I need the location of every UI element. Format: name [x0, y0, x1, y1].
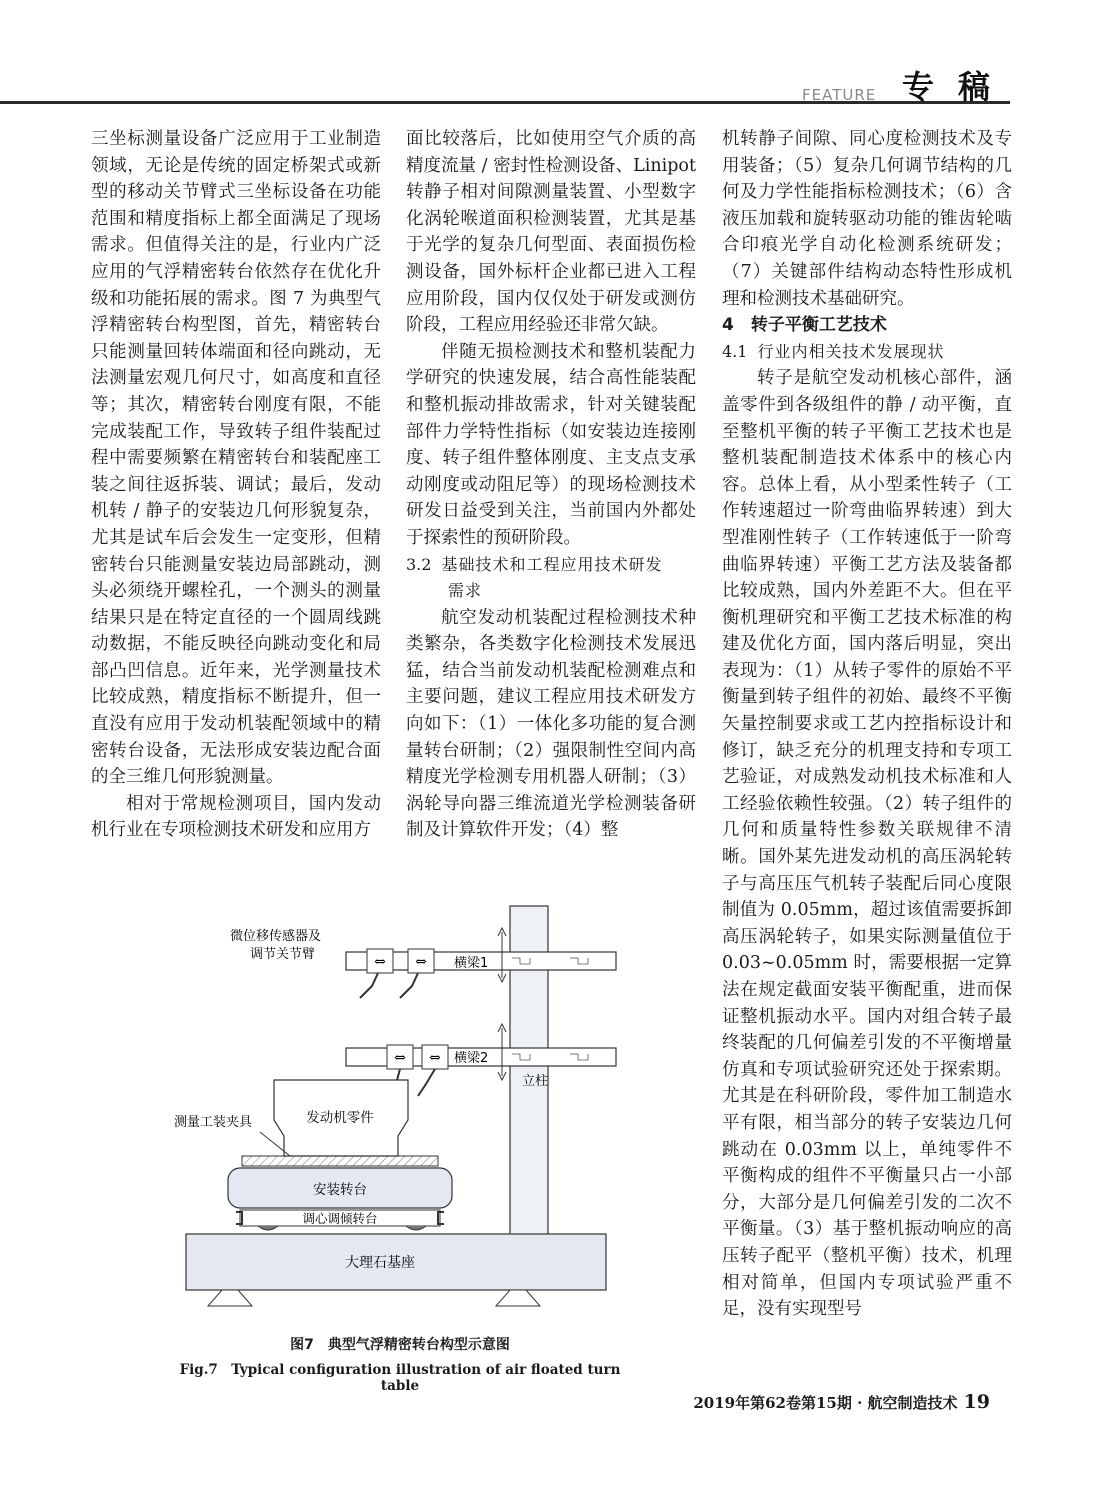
- subsection-heading-3-2: [406, 552, 696, 605]
- paragraph: 面比较落后，比如使用空气介质的高精度流量 / 密封性检测设备、Linipot 转静子相对间隙测量装置、小型数字化涡轮喉道面积检测装置，尤其是基于光学的复杂几何型面、表面损伤检测设备，国外标杆企业都已进入工程应用阶段，国内仅仅处于研发或测仿阶段，工程应用经验还非常欠缺。: [406, 129, 696, 336]
- engine-part-label: 发动机零件: [306, 1110, 374, 1126]
- figure-caption-cn: 图7 典型气浮精密转台构型示意图: [290, 1337, 510, 1353]
- measurement-fixture: [242, 1156, 438, 1166]
- sensor-label-line1: 微位移传感器及: [230, 929, 322, 944]
- section-heading-4: 4 转子平衡工艺技术: [722, 315, 887, 336]
- figure-7-diagram: [160, 900, 640, 1320]
- beam-2-label: 横梁2: [454, 1051, 489, 1066]
- subsection-heading-4-1: [722, 339, 1012, 366]
- subsection-title: 行业内相关技术发展现状: [757, 341, 945, 361]
- subsection-number: 3.2: [406, 554, 432, 574]
- subsection-number: 4.1: [722, 341, 748, 361]
- page-number: 19: [963, 1391, 990, 1413]
- paragraph: 转子是航空发动机核心部件，涵盖零件到各级组件的静 / 动平衡，直至整机平衡的转子平衡工艺技术也是整机装配制造技术体系中的核心内容。总体上看，从小型柔性转子（工作转速超过一阶弯曲临界转速）到大型准刚性转子（工作转速低于一阶弯曲临界转速）平衡工艺方法及装备都比较成熟，国内外差距不大。但在平衡机理研究和平衡工艺技术标准的构建及优化方面，国内落后明显，突出表现为：（1）从转子零件的原始不平衡量到转子组件的初始、最终不平衡矢量控制要求或工艺内控指标设计和修订，缺乏充分的机理支持和专项工艺验证，对成熟发动机技术标准和人工经验依赖性较强。（2）转子组件的几何和质量特性参数关联规律不清晰。国外某先进发动机的高压涡轮转子与高压压气机转子装配后同心度限制值为 0.05mm，超过该值需要拆卸高压涡轮转子，如果实际测量值位于 0.03~0.05mm 时，需要根据一定算法在规定截面安装平衡配重，进而保证整机振动水平。国内对组合转子最终装配的几何偏差引发的不平衡增量仿真和专项试验研究还处于探索期。尤其是在科研阶段，零件加工制造水平有限，相当部分的转子安装边几何跳动在 0.03mm 以上，单纯零件不平衡构成的组件不平衡量只占一小部分，大部分是几何偏差引发的二次不平衡量。（3）基于整机振动响应的高压转子配平（整机平衡）技术，机理相对简单，但国内专项试验严重不足，没有实现型号: [722, 368, 1012, 1320]
- header-title: 专稿: [902, 68, 1015, 106]
- sensor-label-line2: 调节关节臂: [250, 947, 316, 962]
- text-column-1: [91, 126, 381, 844]
- page-footer: [693, 1391, 990, 1413]
- journal-issue: 2019年第62卷第15期 · 航空制造技术: [693, 1394, 958, 1412]
- paragraph: 机转静子间隙、同心度检测技术及专用装备；（5）复杂几何调节结构的几何及力学性能指标检测技术；（6）含液压加载和旋转驱动功能的锥齿轮啮合印痕光学自动化检测系统研发；（7）关键部件结构动态特性形成机理和检测技术基础研究。: [722, 129, 1012, 309]
- text-column-3: [722, 126, 1012, 1323]
- tilt-table-label: 调心调倾转台: [302, 1211, 378, 1226]
- column-label: 立柱: [522, 1074, 549, 1089]
- turntable-label: 安装转台: [313, 1182, 367, 1198]
- marble-base-label: 大理石基座: [345, 1255, 415, 1271]
- figure-caption-en: Fig.7 Typical configuration illustration of air floated turn table: [179, 1362, 621, 1394]
- double-arrow-icon: ⇔: [394, 1050, 406, 1066]
- paragraph: 伴随无损检测技术和整机装配力学研究的快速发展，结合高性能装配和整机振动排故需求，针对关键装配部件力学特性指标（如安装边连接刚度、转子组件整体刚度、主支点支承动刚度或动阻尼等）的现场检测技术研发日益受到关注，当前国内外都处于探索性的预研阶段。: [406, 341, 696, 548]
- paragraph: 三坐标测量设备广泛应用于工业制造领域，无论是传统的固定桥架式或新型的移动关节臂式三坐标设备在功能范围和精度指标上都全面满足了现场需求。但值得关注的是，行业内广泛应用的气浮精密转台依然存在优化升级和功能拓展的需求。图 7 为典型气浮精密转台构型图，首先，精密转台只能测量回转体端面和径向跳动，无法测量宏观几何尺寸，如高度和直径等；其次，精密转台刚度有限，不能完成装配工作，导致转子组件装配过程中需要频繁在精密转台和装配座工装之间往返拆装、调试；最后，发动机转 / 静子的安装边几何形貌复杂，尤其是试车后会发生一定变形，但精密转台只能测量安装边局部跳动，测头必须绕开螺栓孔，一个测头的测量结果只是在特定直径的一个圆周线跳动数据，不能反映径向跳动变化和局部凸凹信息。近年来，光学测量技术比较成熟，精度指标不断提升，但一直没有应用于发动机装配领域中的精密转台设备，无法形成安装边配合面的全三维几何形貌测量。: [91, 129, 381, 788]
- header-feature-label: FEATURE: [802, 86, 877, 104]
- base-foot: [208, 1290, 252, 1306]
- subsection-title: 基础技术和工程应用技术研发: [441, 554, 663, 574]
- beam-1-label: 横梁1: [454, 956, 489, 971]
- subsection-title-cont: 需求: [448, 581, 483, 601]
- base-foot: [496, 1290, 540, 1306]
- text-column-2: [406, 126, 696, 844]
- double-arrow-icon: ⇔: [429, 1050, 441, 1066]
- fixture-label: 测量工装夹具: [174, 1115, 253, 1130]
- double-arrow-icon: ⇔: [415, 954, 427, 970]
- double-arrow-icon: ⇔: [374, 954, 386, 970]
- paragraph: 航空发动机装配过程检测技术种类繁杂，各类数字化检测技术发展迅猛，结合当前发动机装配检测难点和主要问题，建议工程应用技术研发方向如下：（1）一体化多功能的复合测量转台研制；（2）强限制性空间内高精度光学检测专用机器人研制；（3）涡轮导向器三维流道光学检测装备研制及计算软件开发；（4）整: [406, 607, 696, 841]
- paragraph: 相对于常规检测项目，国内发动机行业在专项检测技术研发和应用方: [91, 793, 381, 841]
